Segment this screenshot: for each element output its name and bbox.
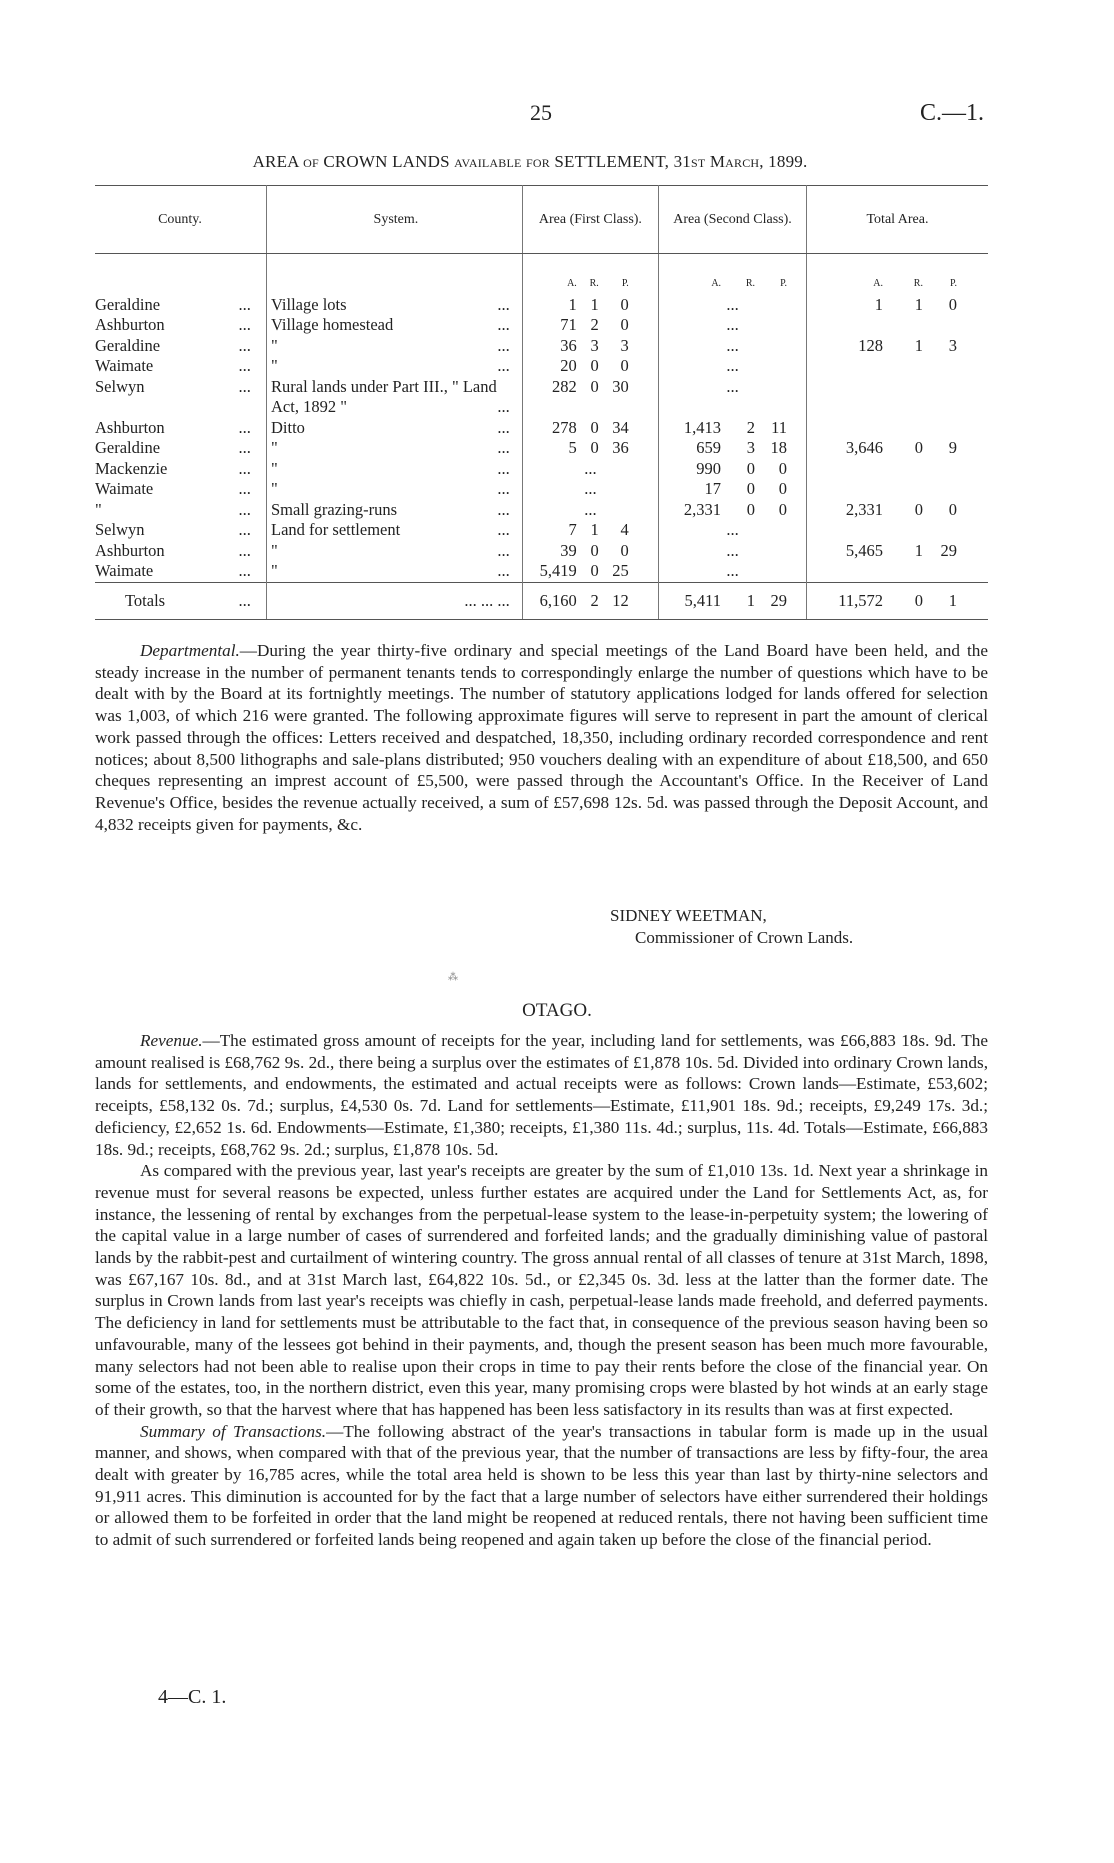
leader-dots: ... — [497, 417, 510, 437]
perch-value: 25 — [612, 561, 629, 580]
departmental-paragraph — [95, 640, 988, 835]
units-county — [95, 254, 267, 295]
perch-value: 29 — [770, 590, 788, 610]
system-text: " — [271, 356, 278, 375]
county-cell: Selwyn — [95, 520, 145, 539]
system-cell — [267, 356, 523, 377]
table-row — [95, 295, 988, 316]
acre-value: 17 — [704, 479, 722, 498]
acre-value: 282 — [552, 376, 577, 396]
column-header-system: System. — [267, 186, 523, 254]
rood-value: 1 — [590, 294, 599, 314]
perch-value: 29 — [940, 540, 957, 560]
summary-paragraph — [95, 1421, 988, 1551]
area-first-cell — [522, 356, 658, 377]
leader-dots: ... — [497, 520, 510, 539]
table-row — [95, 336, 988, 357]
empty-marker: ... — [584, 499, 597, 519]
leader-dots: ... — [238, 459, 266, 480]
total-area-cell — [806, 520, 988, 541]
rood-value: 0 — [746, 458, 756, 478]
table-row — [95, 418, 988, 439]
rood-value: 0 — [914, 438, 923, 457]
rood-value: 2 — [590, 315, 599, 334]
acre-value: 5,411 — [684, 590, 722, 610]
signature-title: Commissioner of Crown Lands. — [635, 928, 854, 947]
county-cell: Ashburton — [95, 315, 165, 334]
departmental-text: —During the year thirty-five ordinary and special meetings of the Land Board have been held, and the steady increase in the number of permanent tenants tends to correspondingly enlarge the number of questions which have to be dealt with by the Board at its fortnightly meetings. The number of statutory applications lodged for lands offered for selection was 1,003, of which 216 were granted. The following approximate figures will serve to represent in part the amount of clerical work passed through the offices: Letters received and despatched, 18,350, including ordinary recorded correspondence and rent notices; about 8,500 lithographs and sale-plans distributed; 950 vouchers dealing with an expenditure of about £18,500, and 650 cheques representing an imprest account of £5,500, were passed through the Accountant's Office. In the Receiver of Land Revenue's Office, besides the revenue actually received, a sum of £57,698 12s. 5d. was passed through the Deposit Account, and 4,832 receipts given for payments, &c. — [95, 641, 988, 834]
area-second-cell — [659, 459, 807, 480]
system-text: Village homestead — [271, 315, 394, 334]
county-cell: Waimate — [95, 479, 154, 498]
units-area-1 — [522, 254, 658, 295]
county-cell: Waimate — [95, 356, 154, 375]
leader-dots: ... — [497, 540, 510, 560]
column-header-area-first: Area (First Class). — [522, 186, 658, 254]
unit-label: P. — [621, 278, 629, 289]
area-first-cell — [522, 561, 658, 582]
system-text: " — [271, 458, 278, 478]
rood-value: 1 — [914, 294, 923, 314]
totals-row — [95, 582, 988, 620]
leader-dots: ... — [497, 561, 510, 580]
acre-value: 71 — [560, 315, 577, 334]
unit-label: A. — [873, 278, 883, 289]
units-area-2 — [659, 254, 807, 295]
acre-value: 2,331 — [845, 499, 883, 519]
rood-value: 0 — [746, 479, 756, 498]
system-cell — [267, 438, 523, 459]
acre-value: 36 — [560, 335, 577, 355]
perch-value: 30 — [612, 376, 629, 396]
empty-marker: ... — [726, 335, 739, 355]
acre-value: 6,160 — [539, 590, 577, 610]
rood-value: 2 — [746, 417, 756, 437]
perch-value: 36 — [612, 438, 629, 457]
perch-value: 3 — [948, 335, 957, 355]
leader-dots: ... — [497, 479, 510, 498]
area-first-cell — [522, 459, 658, 480]
county-cell: Mackenzie — [95, 458, 168, 478]
acre-value: 659 — [696, 438, 722, 457]
units-system — [267, 254, 523, 295]
revenue-text: —The estimated gross amount of receipts for the year, including land for settlements, was £66,883 18s. 9d. The amount realised is £68,762 9s. 2d., there being a surplus over the estimates of £1,878 10s. 5d. Divided into ordinary Crown lands, lands for settlements, and endowments, the estimated and actual receipts were as follows: Crown lands—Estimate, £53,602; receipts, £58,132 0s. 7d.; surplus, £4,530 0s. 7d. Land for settlements—Estimate, £11,901 18s. 9d.; receipts, £9,249 17s. 3d.; deficiency, £2,652 1s. 6d. Endowments—Estimate, £1,380; receipts, £1,380 11s. 4d.; surplus, 11s. 4d. Totals—Estimate, £66,883 18s. 9d.; receipts, £68,762 9s. 2d.; surplus, £1,878 10s. 5d. — [95, 1031, 988, 1159]
perch-value: 0 — [948, 294, 957, 314]
area-second-cell — [659, 500, 807, 521]
acre-value: 5 — [568, 438, 577, 457]
column-header-area-second: Area (Second Class). — [659, 186, 807, 254]
perch-value: 0 — [778, 458, 788, 478]
area-second-cell — [659, 315, 807, 336]
area-first-cell — [522, 520, 658, 541]
leader-dots: ... — [238, 295, 266, 316]
perch-value: 34 — [612, 417, 629, 437]
perch-value: 3 — [620, 335, 629, 355]
perch-value: 1 — [948, 590, 957, 610]
area-second-cell — [659, 561, 807, 582]
leader-dots: ... — [497, 335, 510, 355]
area-second-cell — [659, 520, 807, 541]
rood-value: 0 — [590, 561, 599, 580]
leader-dots: ... — [238, 356, 266, 377]
empty-marker: ... — [726, 376, 739, 396]
leader-dots: ... — [238, 377, 266, 418]
acre-value: 7 — [568, 520, 577, 539]
system-cell — [267, 541, 523, 562]
table-title: AREA of CROWN LANDS available for SETTLEMENT, 31st March, 1899. — [252, 152, 808, 171]
totals-total-area — [806, 582, 988, 620]
perch-value: 11 — [771, 417, 788, 437]
table-row — [95, 561, 988, 582]
empty-marker: ... — [726, 356, 739, 375]
county-cell: Waimate — [95, 561, 154, 580]
printer-mark: ⁂ — [448, 972, 458, 983]
crown-lands-table — [95, 185, 988, 620]
acre-value: 2,331 — [683, 499, 722, 519]
rood-value: 3 — [746, 438, 756, 457]
leader-dots: ... — [238, 582, 266, 620]
unit-label: R. — [913, 278, 923, 289]
total-area-cell — [806, 459, 988, 480]
empty-marker: ... — [726, 294, 739, 314]
area-second-cell — [659, 541, 807, 562]
units-row — [95, 254, 988, 295]
total-area-cell — [806, 377, 988, 418]
table-row — [95, 479, 988, 500]
acre-value: 39 — [560, 540, 577, 560]
area-second-cell — [659, 336, 807, 357]
leader-dots: ... — [238, 315, 266, 336]
area-first-cell — [522, 336, 658, 357]
acre-value: 3,646 — [845, 438, 883, 457]
total-area-cell — [806, 500, 988, 521]
leader-dots: ... — [497, 294, 510, 314]
page-number: 25 — [530, 100, 552, 125]
total-area-cell — [806, 356, 988, 377]
rood-value: 2 — [590, 590, 599, 610]
leader-dots: ... — [238, 438, 266, 459]
acre-value: 278 — [552, 417, 577, 437]
table-row — [95, 315, 988, 336]
rood-value: 1 — [746, 590, 756, 610]
acre-value: 11,572 — [838, 590, 883, 610]
leader-dots: ... — [497, 315, 510, 334]
table-row — [95, 541, 988, 562]
area-second-cell — [659, 377, 807, 418]
leader-dots: ... — [497, 458, 510, 478]
unit-label: R. — [745, 278, 756, 289]
area-first-cell — [522, 438, 658, 459]
area-second-cell — [659, 295, 807, 316]
leader-dots: ... — [497, 397, 510, 416]
perch-value: 0 — [778, 479, 788, 498]
table-row — [95, 377, 988, 418]
perch-value: 0 — [620, 294, 629, 314]
leader-dots: ... — [497, 438, 510, 457]
departmental-lead: Departmental. — [140, 641, 240, 660]
rood-value: 1 — [590, 520, 599, 539]
leader-dots: ... — [238, 561, 266, 582]
area-first-cell — [522, 295, 658, 316]
rood-value: 0 — [590, 417, 599, 437]
system-text: " — [271, 438, 278, 457]
rood-value: 0 — [914, 590, 923, 610]
leader-dots: ... — [238, 520, 266, 541]
leader-dots: ... ... ... — [267, 582, 523, 620]
total-area-cell — [806, 438, 988, 459]
system-cell — [267, 561, 523, 582]
table-row — [95, 500, 988, 521]
system-cell — [267, 479, 523, 500]
unit-label: P. — [950, 278, 957, 289]
perch-value: 4 — [620, 520, 629, 539]
county-cell: Ashburton — [95, 417, 165, 437]
unit-label: A. — [567, 278, 577, 289]
perch-value: 12 — [612, 590, 629, 610]
rood-value: 0 — [590, 540, 599, 560]
rood-value: 0 — [914, 499, 923, 519]
system-text: Village lots — [271, 294, 347, 314]
leader-dots: ... — [497, 356, 510, 375]
perch-value: 0 — [620, 540, 629, 560]
total-area-cell — [806, 418, 988, 439]
document-code: C.—1. — [920, 100, 985, 126]
system-text: Land for settlement — [271, 520, 401, 539]
table-row — [95, 520, 988, 541]
empty-marker: ... — [726, 520, 739, 539]
total-area-cell — [806, 541, 988, 562]
leader-dots: ... — [238, 418, 266, 439]
summary-text: —The following abstract of the year's transactions in tabular form is made up in the usual manner, and shows, when compared with that of the previous year, that the number of transactions are less by fifty-four, the area dealt with greater by 16,785 acres, while the total area held is shown to be less this year than last by thirty-nine selectors and 91,911 acres. This diminution is accounted for by the fact that a large number of selectors have either surrendered their holdings or allowed them to be forfeited in order that the land might be reopened at reduced rentals, there not having been sufficient time to admit of such surrendered or forfeited lands being reopened and again taken up before the close of the financial period. — [95, 1421, 988, 1550]
perch-value: 18 — [770, 438, 788, 457]
rood-value: 1 — [914, 335, 923, 355]
total-area-cell — [806, 561, 988, 582]
units-area-3 — [806, 254, 988, 295]
area-second-cell — [659, 438, 807, 459]
acre-value: 20 — [560, 356, 577, 375]
rood-value: 3 — [590, 335, 599, 355]
empty-marker: ... — [584, 458, 597, 478]
empty-marker: ... — [726, 540, 739, 560]
area-first-cell — [522, 541, 658, 562]
total-area-cell — [806, 336, 988, 357]
signature-block — [610, 905, 853, 949]
comparison-paragraph: As compared with the previous year, last year's receipts are greater by the sum of £1,010 13s. 1d. Next year a shrinkage in revenue must for several reasons be expected, unless further estates are acquired under the Land for Settlements Act, as, for instance, the lessening of rental by exchanges from the perpetual-lease system to the lease-in-perpetuity system; the lowering of the capital value in a large number of cases of surrendered and forfeited lands; and the gradually diminishing value of pastoral lands by the rabbit-pest and curtailment of wintering country. The gross annual rental of all classes of tenure at 31st March, 1898, was £67,167 10s. 8d., and at 31st March last, £64,822 10s. 5d., or £2,345 0s. 3d. less at the latter than the former date. The surplus in Crown lands from last year's receipts was chiefly in cash, perpetual-lease lands made freehold, and deferred payments. The deficiency in land for settlements must be attributable to the fact that, in consequence of the previous season having been so unfavourable, many of the lessees got behind in their payments, and, though the present season has been much more favourable, many selectors had not been able to realise upon their crops in time to pay their rents before the close of the financial year. On some of the estates, too, in the northern district, even this year, many promising crops were blasted by hot winds at an early stage of their growth, so that the harvest where that has happened has been less satisfactory in its results than was at first expected. — [95, 1161, 988, 1419]
area-first-cell — [522, 479, 658, 500]
rood-value: 0 — [746, 499, 756, 519]
area-first-cell — [522, 315, 658, 336]
area-first-cell — [522, 377, 658, 418]
leader-dots: ... — [238, 541, 266, 562]
system-text: " — [271, 540, 278, 560]
county-cell: Geraldine — [95, 335, 161, 355]
totals-area-first — [522, 582, 658, 620]
rood-value: 0 — [590, 376, 599, 396]
otago-heading: OTAGO. — [522, 1000, 592, 1021]
leader-dots: ... — [238, 500, 266, 521]
county-cell: Geraldine — [95, 294, 161, 314]
rood-value: 0 — [590, 356, 599, 375]
totals-area-second — [659, 582, 807, 620]
county-cell: Geraldine — [95, 438, 161, 457]
perch-value: 0 — [948, 499, 957, 519]
leader-dots: ... — [497, 499, 510, 519]
area-first-cell — [522, 500, 658, 521]
system-cell — [267, 500, 523, 521]
perch-value: 0 — [620, 315, 629, 334]
system-cell — [267, 295, 523, 316]
table-row — [95, 438, 988, 459]
area-first-cell — [522, 418, 658, 439]
leader-dots: ... — [238, 336, 266, 357]
system-text: " — [271, 335, 278, 355]
area-second-cell — [659, 479, 807, 500]
total-area-cell — [806, 479, 988, 500]
footer-code: 4—C. 1. — [158, 1686, 227, 1708]
county-cell: " — [95, 499, 102, 519]
perch-value: 0 — [778, 499, 788, 519]
revenue-paragraph — [95, 1030, 988, 1160]
area-second-cell — [659, 356, 807, 377]
empty-marker: ... — [584, 479, 597, 498]
system-text: Rural lands under Part III., " Land Act, 1892 " — [271, 376, 497, 416]
perch-value: 0 — [620, 356, 629, 375]
unit-label: R. — [589, 278, 599, 289]
column-header-total-area: Total Area. — [806, 186, 988, 254]
acre-value: 1,413 — [683, 417, 722, 437]
system-cell — [267, 377, 523, 418]
otago-section — [95, 1030, 988, 1551]
system-text: " — [271, 561, 278, 580]
perch-value: 9 — [948, 438, 957, 457]
totals-label: Totals — [95, 582, 238, 620]
rood-value: 0 — [590, 438, 599, 457]
table-row — [95, 356, 988, 377]
acre-value: 5,465 — [845, 540, 883, 560]
system-text: " — [271, 479, 278, 498]
unit-label: A. — [711, 278, 722, 289]
empty-marker: ... — [726, 561, 739, 580]
table-row — [95, 459, 988, 480]
system-text: Ditto — [271, 417, 305, 437]
leader-dots: ... — [238, 479, 266, 500]
system-text: Small grazing-runs — [271, 499, 398, 519]
acre-value: 1 — [568, 294, 577, 314]
acre-value: 128 — [858, 335, 883, 355]
signature-name: SIDNEY WEETMAN, — [610, 906, 767, 925]
system-cell — [267, 418, 523, 439]
empty-marker: ... — [726, 315, 739, 334]
area-second-cell — [659, 418, 807, 439]
unit-label: P. — [780, 278, 788, 289]
acre-value: 5,419 — [539, 561, 577, 580]
revenue-lead: Revenue. — [140, 1031, 203, 1050]
total-area-cell — [806, 315, 988, 336]
system-cell — [267, 336, 523, 357]
summary-lead: Summary of Transactions. — [140, 1421, 327, 1441]
acre-value: 990 — [696, 458, 722, 478]
rood-value: 1 — [914, 540, 923, 560]
total-area-cell — [806, 295, 988, 316]
system-cell — [267, 315, 523, 336]
acre-value: 1 — [874, 294, 883, 314]
county-cell: Selwyn — [95, 376, 145, 396]
column-header-county: County. — [95, 186, 267, 254]
system-cell — [267, 520, 523, 541]
system-cell — [267, 459, 523, 480]
county-cell: Ashburton — [95, 540, 165, 560]
